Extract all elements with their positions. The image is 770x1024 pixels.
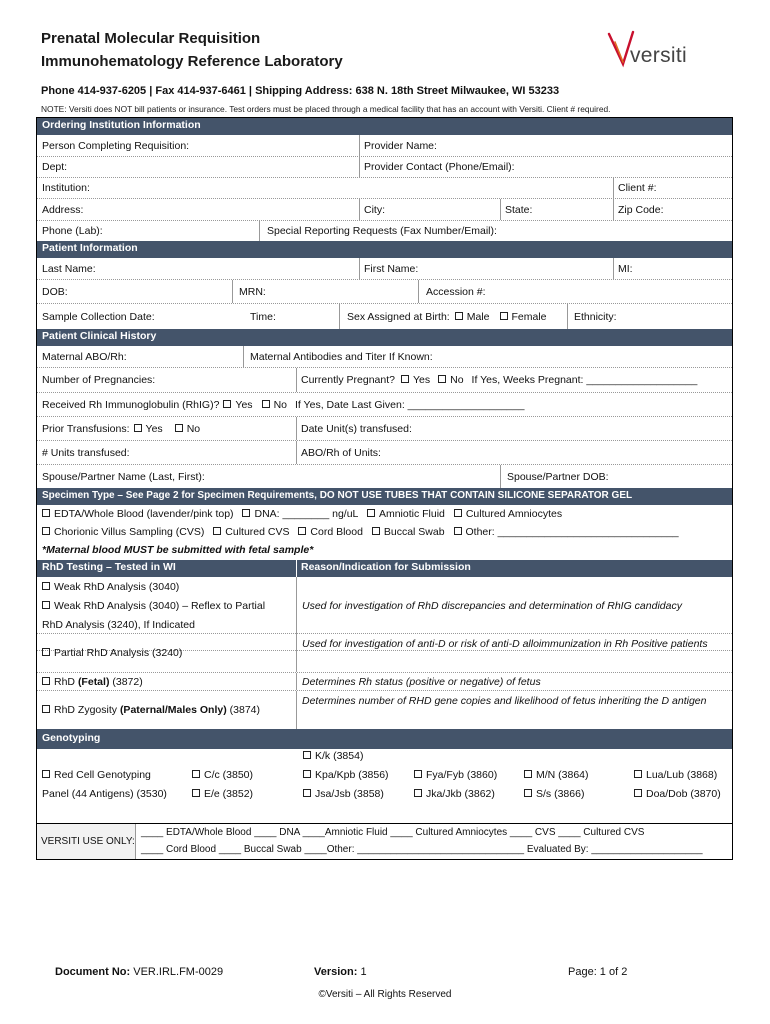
geno-col-3 <box>303 747 389 804</box>
mn-checkbox[interactable] <box>524 770 532 778</box>
weak-reflex-label-2: RhD Analysis (3240), If Indicated <box>42 619 195 631</box>
field-provider-contact[interactable]: Provider Contact (Phone/Email): <box>364 161 515 173</box>
transfusion-yes-label: Yes <box>145 422 163 435</box>
field-dob[interactable]: DOB: <box>42 285 68 298</box>
reason-heading: Reason/Indication for Submission <box>301 561 471 573</box>
section-ordering: Ordering Institution Information <box>37 118 732 135</box>
genotyping-panel <box>37 749 732 823</box>
rhig-no-label: No <box>273 398 287 411</box>
geno-col-6 <box>634 766 721 804</box>
doc-no-label: Document No: <box>55 966 131 978</box>
rbc-panel-label: Red Cell Genotyping <box>54 769 151 781</box>
buccal-label: Buccal Swab <box>383 526 445 538</box>
geno-col-2 <box>192 766 253 804</box>
field-spouse-name[interactable]: Spouse/Partner Name (Last, First): <box>42 470 205 483</box>
zygosity-checkbox[interactable] <box>42 705 50 713</box>
currently-pregnant-group <box>296 368 697 392</box>
zygosity-option <box>42 701 292 719</box>
row-rhig <box>37 393 732 417</box>
transfusion-no-checkbox[interactable] <box>175 424 183 432</box>
field-institution[interactable]: Institution: <box>42 182 90 194</box>
field-zip[interactable]: Zip Code: <box>618 203 664 216</box>
field-rhig-date[interactable]: If Yes, Date Last Given: ____________________ <box>295 398 525 411</box>
cvs-checkbox[interactable] <box>42 527 50 535</box>
field-special-reporting[interactable]: Special Reporting Requests (Fax Number/Email): <box>267 225 497 237</box>
fetal-rhd-bold: (Fetal) <box>77 676 110 688</box>
section-specimen: Specimen Type – See Page 2 for Specimen Requirements, DO NOT USE TUBES THAT CONTAIN SILICONE SEPARATOR GEL <box>37 488 732 505</box>
doc-no-value: VER.IRL.FM-0029 <box>133 966 224 978</box>
row-spouse <box>37 465 732 488</box>
partial-rhd-label: Partial RhD Analysis (3240) <box>54 647 183 659</box>
rhig-no-checkbox[interactable] <box>262 400 270 408</box>
field-abo-units[interactable]: ABO/Rh of Units: <box>301 446 381 459</box>
row-dept <box>37 157 732 178</box>
transfusion-no-label: No <box>186 422 201 435</box>
field-spouse-dob[interactable]: Spouse/Partner DOB: <box>507 470 609 483</box>
fetal-rhd-prefix: RhD <box>54 676 76 688</box>
field-client[interactable]: Client #: <box>618 182 657 194</box>
amniotic-checkbox[interactable] <box>367 509 375 517</box>
row-address <box>37 199 732 221</box>
row-units <box>37 441 732 465</box>
specimen-row-2 <box>42 526 679 538</box>
zygosity-bold: (Paternal/Males Only) <box>119 704 227 716</box>
cord-checkbox[interactable] <box>298 527 306 535</box>
fy-label: Fya/Fyb (3860) <box>426 769 498 781</box>
do-checkbox[interactable] <box>634 789 642 797</box>
cord-label: Cord Blood <box>310 526 363 538</box>
kp-label: Kpa/Kpb (3856) <box>315 769 389 781</box>
fy-checkbox[interactable] <box>414 770 422 778</box>
ss-checkbox[interactable] <box>524 789 532 797</box>
rhd-row-partial <box>37 633 732 673</box>
edta-checkbox[interactable] <box>42 509 50 517</box>
reason-partial: Used for investigation of anti-D or risk of anti-D alloimmunization in Rh Positive patients <box>302 638 708 650</box>
specimen-row-1 <box>42 508 562 520</box>
ss-label: S/s (3866) <box>536 788 585 800</box>
geno-col-5 <box>524 766 589 804</box>
partial-rhd-checkbox[interactable] <box>42 648 50 656</box>
section-rhd <box>37 560 732 577</box>
pregnant-no-label: No <box>450 374 464 386</box>
jk-checkbox[interactable] <box>414 789 422 797</box>
section-genotyping: Genotyping <box>37 729 732 749</box>
maternal-blood-note: *Maternal blood MUST be submitted with fetal sample* <box>42 544 314 556</box>
weak-rhd-label: Weak RhD Analysis (3040) <box>54 581 180 593</box>
cultured-cvs-checkbox[interactable] <box>213 527 221 535</box>
field-maternal-abo[interactable]: Maternal ABO/Rh: <box>42 350 127 363</box>
field-accession[interactable]: Accession #: <box>426 285 486 298</box>
zygosity-code: (3874) <box>229 704 261 716</box>
rhig-label: Received Rh Immunoglobulin (RhIG)? <box>42 398 220 411</box>
cultured-amnio-checkbox[interactable] <box>454 509 462 517</box>
geno-rbc-panel <box>42 766 167 804</box>
js-label: Jsa/Jsb (3858) <box>315 788 384 800</box>
lab-title: Immunohematology Reference Laboratory <box>41 53 343 70</box>
version-label: Version: <box>314 966 358 978</box>
rhig-group <box>37 393 524 416</box>
pregnant-yes-label: Yes <box>412 374 431 386</box>
row-name <box>37 258 732 280</box>
field-maternal-antibodies[interactable]: Maternal Antibodies and Titer If Known: <box>250 350 433 363</box>
field-last-name[interactable]: Last Name: <box>42 262 96 275</box>
amniotic-label: Amniotic Fluid <box>378 508 445 520</box>
sex-label: Sex Assigned at Birth: <box>347 310 450 323</box>
rhd-heading: RhD Testing – Tested in WI <box>42 561 176 573</box>
pregnant-no-checkbox[interactable] <box>438 375 446 383</box>
field-time[interactable]: Time: <box>250 310 276 323</box>
versiti-use-line-2[interactable]: ____ Cord Blood ____ Buccal Swab ____Other: ______________________________ Evaluated By: ____________________ <box>141 844 703 855</box>
zygosity-prefix: RhD Zygosity <box>54 704 118 716</box>
kk-checkbox[interactable] <box>303 751 311 759</box>
prior-transfusion-group <box>37 417 200 440</box>
row-institution <box>37 178 732 199</box>
jk-label: Jka/Jkb (3862) <box>426 788 495 800</box>
lu-label: Lua/Lub (3868) <box>646 769 718 781</box>
rhig-yes-checkbox[interactable] <box>223 400 231 408</box>
field-date-units[interactable]: Date Unit(s) transfused: <box>301 422 412 435</box>
section-clinical: Patient Clinical History <box>37 329 732 346</box>
billing-note: NOTE: Versiti does NOT bill patients or insurance. Test orders must be placed through a medical facility that has an account with Versiti. Client # required. <box>41 104 611 114</box>
version <box>314 966 367 978</box>
row-transfusions <box>37 417 732 441</box>
other-checkbox[interactable] <box>454 527 462 535</box>
lu-checkbox[interactable] <box>634 770 642 778</box>
kk-label: K/k (3854) <box>315 750 364 762</box>
version-value: 1 <box>360 966 367 978</box>
fetal-rhd-checkbox[interactable] <box>42 677 50 685</box>
field-provider-name[interactable]: Provider Name: <box>364 139 437 152</box>
weak-reflex-checkbox[interactable] <box>42 601 50 609</box>
field-phone-lab[interactable]: Phone (Lab): <box>42 225 103 237</box>
field-person-completing[interactable]: Person Completing Requisition: <box>42 139 190 152</box>
section-patient: Patient Information <box>37 241 732 258</box>
pregnant-yes-checkbox[interactable] <box>401 375 409 383</box>
rbc-panel-checkbox[interactable] <box>42 770 50 778</box>
row-person <box>37 135 732 157</box>
reason-zygosity: Determines number of RHD gene copies and likelihood of fetus inheriting the D antigen <box>302 695 707 707</box>
logo-wordmark: versiti <box>630 44 687 67</box>
buccal-checkbox[interactable] <box>372 527 380 535</box>
ee-label: E/e (3852) <box>204 788 254 800</box>
field-mi[interactable]: MI: <box>618 262 633 275</box>
field-ethnicity[interactable]: Ethnicity: <box>574 310 617 323</box>
rhd-row-zygosity <box>37 691 732 729</box>
row-dob <box>37 280 732 304</box>
dna-label: DNA: ________ ng/uL <box>254 508 359 520</box>
fetal-rhd-option <box>42 673 292 691</box>
field-first-name[interactable]: First Name: <box>364 262 419 275</box>
js-checkbox[interactable] <box>303 789 311 797</box>
row-pregnancies <box>37 368 732 393</box>
ee-checkbox[interactable] <box>192 789 200 797</box>
fetal-rhd-code: (3872) <box>112 676 143 688</box>
copyright: ©Versiti – All Rights Reserved <box>318 989 452 1000</box>
document-number <box>55 966 223 978</box>
cvs-label: Chorionic Villus Sampling (CVS) <box>54 526 205 538</box>
geno-col-4 <box>414 766 497 804</box>
cc-label: C/c (3850) <box>204 769 254 781</box>
male-checkbox[interactable] <box>455 312 463 320</box>
page-number: Page: 1 of 2 <box>568 966 628 978</box>
cultured-amnio-label: Cultured Amniocytes <box>465 508 563 520</box>
prior-transfusion-label: Prior Transfusions: <box>42 422 130 435</box>
form-title: Prenatal Molecular Requisition <box>41 30 261 47</box>
versiti-use-line-1[interactable]: ____ EDTA/Whole Blood ____ DNA ____Amniotic Fluid ____ Cultured Amniocytes ____ CVS ____ Cultured CVS <box>141 827 645 838</box>
male-label: Male <box>466 310 490 323</box>
edta-label: EDTA/Whole Blood (lavender/pink top) <box>54 508 234 520</box>
weak-reflex-option <box>42 597 292 615</box>
rbc-panel-label-2: Panel (44 Antigens) (3530) <box>42 788 167 800</box>
female-checkbox[interactable] <box>500 312 508 320</box>
contact-info: Phone 414-937-6205 | Fax 414-937-6461 | Shipping Address: 638 N. 18th Street Milwaukee, WI 53233 <box>41 85 560 97</box>
weak-rhd-option <box>42 578 292 596</box>
rhig-yes-label: Yes <box>235 398 253 411</box>
field-collection-date[interactable]: Sample Collection Date: <box>42 310 155 323</box>
other-label[interactable]: Other: _______________________________ <box>465 526 679 538</box>
transfusion-yes-checkbox[interactable] <box>134 424 142 432</box>
weak-rhd-checkbox[interactable] <box>42 582 50 590</box>
field-pregnancies[interactable]: Number of Pregnancies: <box>42 374 156 386</box>
reason-weak: Used for investigation of RhD discrepancies and determination of RhIG candidacy <box>302 600 682 612</box>
weak-reflex-label: Weak RhD Analysis (3040) – Reflex to Partial <box>54 600 266 612</box>
field-dept[interactable]: Dept: <box>42 161 68 173</box>
row-abo <box>37 346 732 368</box>
cc-checkbox[interactable] <box>192 770 200 778</box>
kp-checkbox[interactable] <box>303 770 311 778</box>
mn-label: M/N (3864) <box>536 769 589 781</box>
reason-fetal: Determines Rh status (positive or negative) of fetus <box>302 676 541 688</box>
requisition-form <box>36 117 733 860</box>
versiti-use-label: VERSITI USE ONLY: <box>37 824 136 859</box>
row-phone <box>37 221 732 241</box>
field-address[interactable]: Address: <box>42 203 84 216</box>
dna-checkbox[interactable] <box>242 509 250 517</box>
versiti-use-panel <box>37 823 732 859</box>
field-units-transfused[interactable]: # Units transfused: <box>42 446 130 459</box>
field-mrn[interactable]: MRN: <box>239 285 266 298</box>
female-label: Female <box>511 310 547 323</box>
currently-pregnant-label: Currently Pregnant? <box>301 374 395 386</box>
do-label: Doa/Dob (3870) <box>646 788 721 800</box>
rhd-row-fetal <box>37 673 732 691</box>
cultured-cvs-label: Cultured CVS <box>225 526 290 538</box>
sex-assigned-group <box>342 304 547 329</box>
partial-rhd-option <box>42 644 292 662</box>
field-weeks-pregnant[interactable]: If Yes, Weeks Pregnant: ___________________ <box>471 374 698 386</box>
field-city[interactable]: City: <box>364 203 385 216</box>
field-state[interactable]: State: <box>505 203 533 216</box>
row-collection <box>37 304 732 329</box>
